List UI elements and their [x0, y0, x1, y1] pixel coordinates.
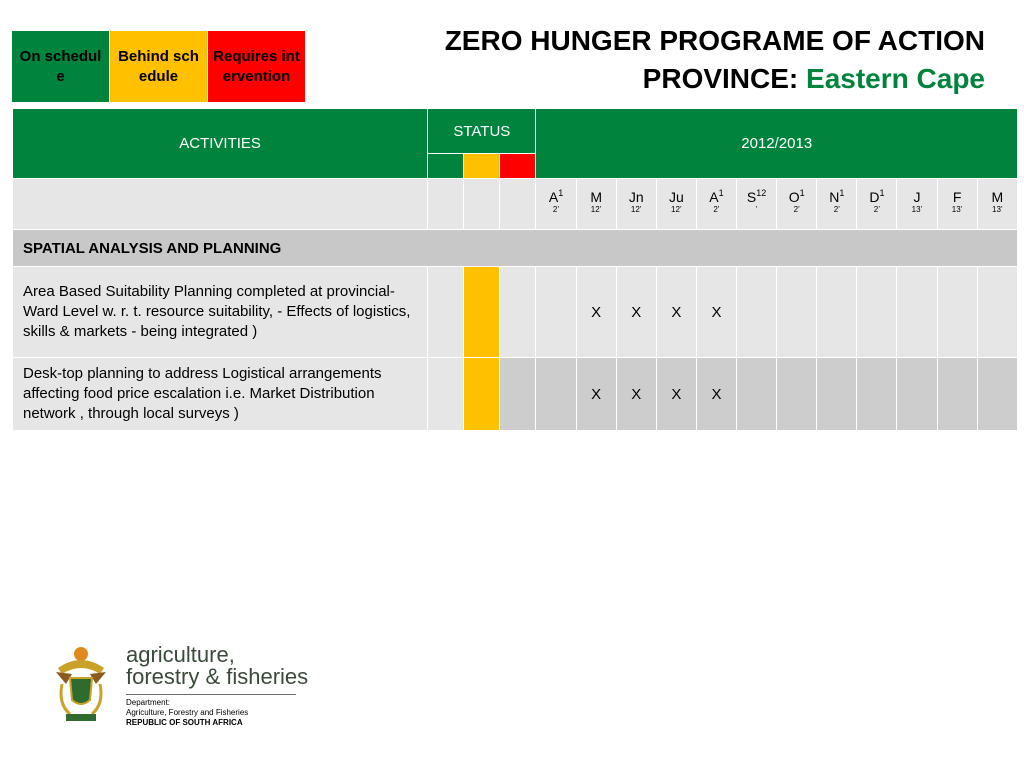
department-logo — [52, 644, 308, 728]
month-header: $A^1$ 2’ — [696, 179, 736, 230]
month-header: Jn 12’ — [616, 179, 656, 230]
month-header: $N^1$ 2’ — [817, 179, 857, 230]
month-cell: X — [616, 358, 656, 431]
logo-divider — [126, 694, 296, 695]
month-cell — [817, 358, 857, 431]
status-cell-amber — [464, 267, 500, 358]
status-swatch-amber — [464, 154, 500, 179]
month-cell: X — [656, 267, 696, 358]
activity-cell: Desk-top planning to address Logistical arrangements affecting food price escalation i.e. Market Distribution network , through local surveys ) — [13, 358, 428, 431]
month-header: M 12’ — [576, 179, 616, 230]
status-cell-green — [428, 358, 464, 431]
logo-name-line-2: forestry & fisheries — [126, 664, 309, 689]
month-cell — [777, 267, 817, 358]
month-cell: X — [656, 358, 696, 431]
title-line-2 — [445, 60, 985, 98]
activity-cell: Area Based Suitability Planning completed at provincial- Ward Level w. r. t. resource suitability, - Effects of logistics, skills & markets - being integrated ) — [13, 267, 428, 358]
month-header: F 13’ — [937, 179, 977, 230]
month-cell — [897, 358, 937, 431]
month-cell: X — [616, 267, 656, 358]
month-cell: X — [696, 267, 736, 358]
table-row — [13, 267, 1018, 358]
status-cell-red — [500, 358, 536, 431]
month-cell: X — [576, 267, 616, 358]
status-cell-amber — [464, 358, 500, 431]
status-swatch-red — [500, 154, 536, 179]
logo-country: REPUBLIC OF SOUTH AFRICA — [126, 718, 243, 727]
month-header: $A^1$ 2’ — [536, 179, 576, 230]
month-cell — [737, 267, 777, 358]
month-cell — [937, 267, 977, 358]
legend-on-schedule: On schedule — [12, 31, 109, 102]
months-row — [13, 179, 1018, 230]
status-cell-green — [428, 267, 464, 358]
legend-requires-intervention: Requires intervention — [208, 31, 305, 102]
month-cell — [977, 267, 1017, 358]
month-cell — [777, 358, 817, 431]
status-cell-red — [500, 267, 536, 358]
month-cell: X — [576, 358, 616, 431]
section-title: SPATIAL ANALYSIS AND PLANNING — [13, 230, 1018, 267]
page-title — [445, 22, 985, 98]
month-cell — [817, 267, 857, 358]
month-cell — [977, 358, 1017, 431]
month-cell — [737, 358, 777, 431]
coat-of-arms-icon — [52, 644, 110, 724]
month-header: J 13’ — [897, 179, 937, 230]
status-swatch-green — [428, 154, 464, 179]
legend-behind-schedule: Behind schedule — [110, 31, 207, 102]
month-header: $D^1$ 2’ — [857, 179, 897, 230]
activities-table — [12, 108, 1018, 431]
year-header: 2012/2013 — [536, 109, 1018, 179]
month-cell — [857, 358, 897, 431]
table-row — [13, 358, 1018, 431]
province-name: Eastern Cape — [806, 63, 985, 94]
logo-dept-label: Department: — [126, 698, 171, 707]
month-header: Ju 12’ — [656, 179, 696, 230]
month-header: $S^{12}$ ’ — [737, 179, 777, 230]
month-header: $O^1$ 2’ — [777, 179, 817, 230]
province-label: PROVINCE: — [642, 63, 807, 94]
month-cell — [937, 358, 977, 431]
logo-name-line-1: agriculture, — [126, 642, 235, 667]
status-header: STATUS — [428, 109, 536, 154]
activities-header: ACTIVITIES — [13, 109, 428, 179]
month-cell: X — [696, 358, 736, 431]
month-header: M 13’ — [977, 179, 1017, 230]
month-cell — [536, 358, 576, 431]
month-cell — [536, 267, 576, 358]
month-cell — [857, 267, 897, 358]
logo-dept-name: Agriculture, Forestry and Fisheries — [126, 708, 249, 717]
month-cell — [897, 267, 937, 358]
title-line-1: ZERO HUNGER PROGRAME OF ACTION — [444, 25, 985, 56]
status-legend — [12, 31, 305, 102]
